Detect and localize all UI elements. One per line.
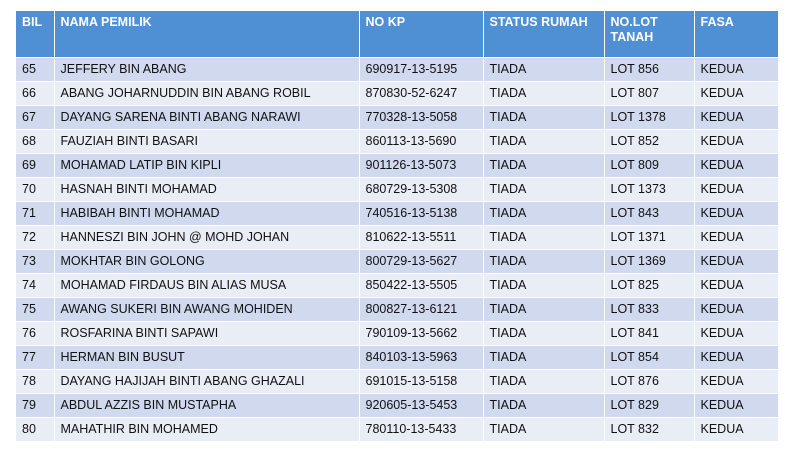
no-kp-cell: 920605-13-5453: [359, 394, 483, 418]
header-no-lot-tanah: NO.LOT TANAH: [604, 11, 694, 58]
no-lot-cell: LOT 841: [604, 322, 694, 346]
table-row: [16, 58, 778, 82]
nama-pemilik-cell: HERMAN BIN BUSUT: [54, 346, 359, 370]
no-lot-cell: LOT 1369: [604, 250, 694, 274]
bil-cell: 75: [16, 298, 54, 322]
header-bil: BIL: [16, 11, 54, 58]
status-rumah-cell: TIADA: [483, 130, 604, 154]
fasa-cell: KEDUA: [694, 250, 778, 274]
table-body: [16, 58, 778, 442]
table-row: [16, 394, 778, 418]
no-lot-cell: LOT 829: [604, 394, 694, 418]
table-row: [16, 370, 778, 394]
no-kp-cell: 800729-13-5627: [359, 250, 483, 274]
bil-cell: 78: [16, 370, 54, 394]
table-row: [16, 322, 778, 346]
no-lot-cell: LOT 807: [604, 82, 694, 106]
bil-cell: 71: [16, 202, 54, 226]
bil-cell: 67: [16, 106, 54, 130]
fasa-cell: KEDUA: [694, 418, 778, 442]
no-lot-cell: LOT 852: [604, 130, 694, 154]
no-lot-cell: LOT 809: [604, 154, 694, 178]
fasa-cell: KEDUA: [694, 58, 778, 82]
status-rumah-cell: TIADA: [483, 106, 604, 130]
nama-pemilik-cell: MOHAMAD LATIP BIN KIPLI: [54, 154, 359, 178]
fasa-cell: KEDUA: [694, 226, 778, 250]
fasa-cell: KEDUA: [694, 202, 778, 226]
status-rumah-cell: TIADA: [483, 82, 604, 106]
bil-cell: 72: [16, 226, 54, 250]
no-lot-cell: LOT 843: [604, 202, 694, 226]
fasa-cell: KEDUA: [694, 298, 778, 322]
bil-cell: 69: [16, 154, 54, 178]
bil-cell: 79: [16, 394, 54, 418]
fasa-cell: KEDUA: [694, 370, 778, 394]
status-rumah-cell: TIADA: [483, 226, 604, 250]
nama-pemilik-cell: JEFFERY BIN ABANG: [54, 58, 359, 82]
nama-pemilik-cell: HANNESZI BIN JOHN @ MOHD JOHAN: [54, 226, 359, 250]
status-rumah-cell: TIADA: [483, 322, 604, 346]
no-lot-cell: LOT 825: [604, 274, 694, 298]
fasa-cell: KEDUA: [694, 346, 778, 370]
no-kp-cell: 840103-13-5963: [359, 346, 483, 370]
header-row: [16, 11, 778, 58]
header-nama-pemilik: NAMA PEMILIK: [54, 11, 359, 58]
header-fasa: FASA: [694, 11, 778, 58]
no-kp-cell: 800827-13-6121: [359, 298, 483, 322]
header-no-kp: NO KP: [359, 11, 483, 58]
status-rumah-cell: TIADA: [483, 58, 604, 82]
fasa-cell: KEDUA: [694, 178, 778, 202]
table-header: [16, 11, 778, 58]
status-rumah-cell: TIADA: [483, 418, 604, 442]
table-row: [16, 154, 778, 178]
nama-pemilik-cell: MOKHTAR BIN GOLONG: [54, 250, 359, 274]
nama-pemilik-cell: DAYANG HAJIJAH BINTI ABANG GHAZALI: [54, 370, 359, 394]
bil-cell: 76: [16, 322, 54, 346]
owners-table: [16, 11, 778, 442]
no-lot-cell: LOT 1373: [604, 178, 694, 202]
no-lot-cell: LOT 1378: [604, 106, 694, 130]
fasa-cell: KEDUA: [694, 106, 778, 130]
nama-pemilik-cell: DAYANG SARENA BINTI ABANG NARAWI: [54, 106, 359, 130]
nama-pemilik-cell: HASNAH BINTI MOHAMAD: [54, 178, 359, 202]
nama-pemilik-cell: MOHAMAD FIRDAUS BIN ALIAS MUSA: [54, 274, 359, 298]
table-row: [16, 418, 778, 442]
table-row: [16, 82, 778, 106]
no-kp-cell: 690917-13-5195: [359, 58, 483, 82]
no-kp-cell: 691015-13-5158: [359, 370, 483, 394]
bil-cell: 66: [16, 82, 54, 106]
table-row: [16, 250, 778, 274]
fasa-cell: KEDUA: [694, 394, 778, 418]
bil-cell: 77: [16, 346, 54, 370]
status-rumah-cell: TIADA: [483, 274, 604, 298]
table-row: [16, 130, 778, 154]
no-kp-cell: 870830-52-6247: [359, 82, 483, 106]
no-lot-cell: LOT 876: [604, 370, 694, 394]
table-row: [16, 298, 778, 322]
status-rumah-cell: TIADA: [483, 154, 604, 178]
fasa-cell: KEDUA: [694, 82, 778, 106]
no-lot-cell: LOT 832: [604, 418, 694, 442]
table-row: [16, 226, 778, 250]
no-kp-cell: 680729-13-5308: [359, 178, 483, 202]
status-rumah-cell: TIADA: [483, 370, 604, 394]
no-kp-cell: 901126-13-5073: [359, 154, 483, 178]
nama-pemilik-cell: AWANG SUKERI BIN AWANG MOHIDEN: [54, 298, 359, 322]
bil-cell: 73: [16, 250, 54, 274]
no-lot-cell: LOT 1371: [604, 226, 694, 250]
table-row: [16, 178, 778, 202]
header-status-rumah: STATUS RUMAH: [483, 11, 604, 58]
no-kp-cell: 780110-13-5433: [359, 418, 483, 442]
no-kp-cell: 740516-13-5138: [359, 202, 483, 226]
no-kp-cell: 790109-13-5662: [359, 322, 483, 346]
no-kp-cell: 860113-13-5690: [359, 130, 483, 154]
fasa-cell: KEDUA: [694, 274, 778, 298]
bil-cell: 80: [16, 418, 54, 442]
status-rumah-cell: TIADA: [483, 250, 604, 274]
fasa-cell: KEDUA: [694, 322, 778, 346]
bil-cell: 65: [16, 58, 54, 82]
status-rumah-cell: TIADA: [483, 394, 604, 418]
no-kp-cell: 810622-13-5511: [359, 226, 483, 250]
no-kp-cell: 850422-13-5505: [359, 274, 483, 298]
nama-pemilik-cell: HABIBAH BINTI MOHAMAD: [54, 202, 359, 226]
nama-pemilik-cell: MAHATHIR BIN MOHAMED: [54, 418, 359, 442]
status-rumah-cell: TIADA: [483, 346, 604, 370]
table-row: [16, 202, 778, 226]
no-lot-cell: LOT 833: [604, 298, 694, 322]
nama-pemilik-cell: ROSFARINA BINTI SAPAWI: [54, 322, 359, 346]
no-lot-cell: LOT 856: [604, 58, 694, 82]
nama-pemilik-cell: FAUZIAH BINTI BASARI: [54, 130, 359, 154]
fasa-cell: KEDUA: [694, 154, 778, 178]
bil-cell: 68: [16, 130, 54, 154]
table-row: [16, 106, 778, 130]
no-kp-cell: 770328-13-5058: [359, 106, 483, 130]
table-row: [16, 346, 778, 370]
status-rumah-cell: TIADA: [483, 298, 604, 322]
fasa-cell: KEDUA: [694, 130, 778, 154]
bil-cell: 74: [16, 274, 54, 298]
bil-cell: 70: [16, 178, 54, 202]
table-row: [16, 274, 778, 298]
status-rumah-cell: TIADA: [483, 202, 604, 226]
no-lot-cell: LOT 854: [604, 346, 694, 370]
nama-pemilik-cell: ABDUL AZZIS BIN MUSTAPHA: [54, 394, 359, 418]
status-rumah-cell: TIADA: [483, 178, 604, 202]
nama-pemilik-cell: ABANG JOHARNUDDIN BIN ABANG ROBIL: [54, 82, 359, 106]
